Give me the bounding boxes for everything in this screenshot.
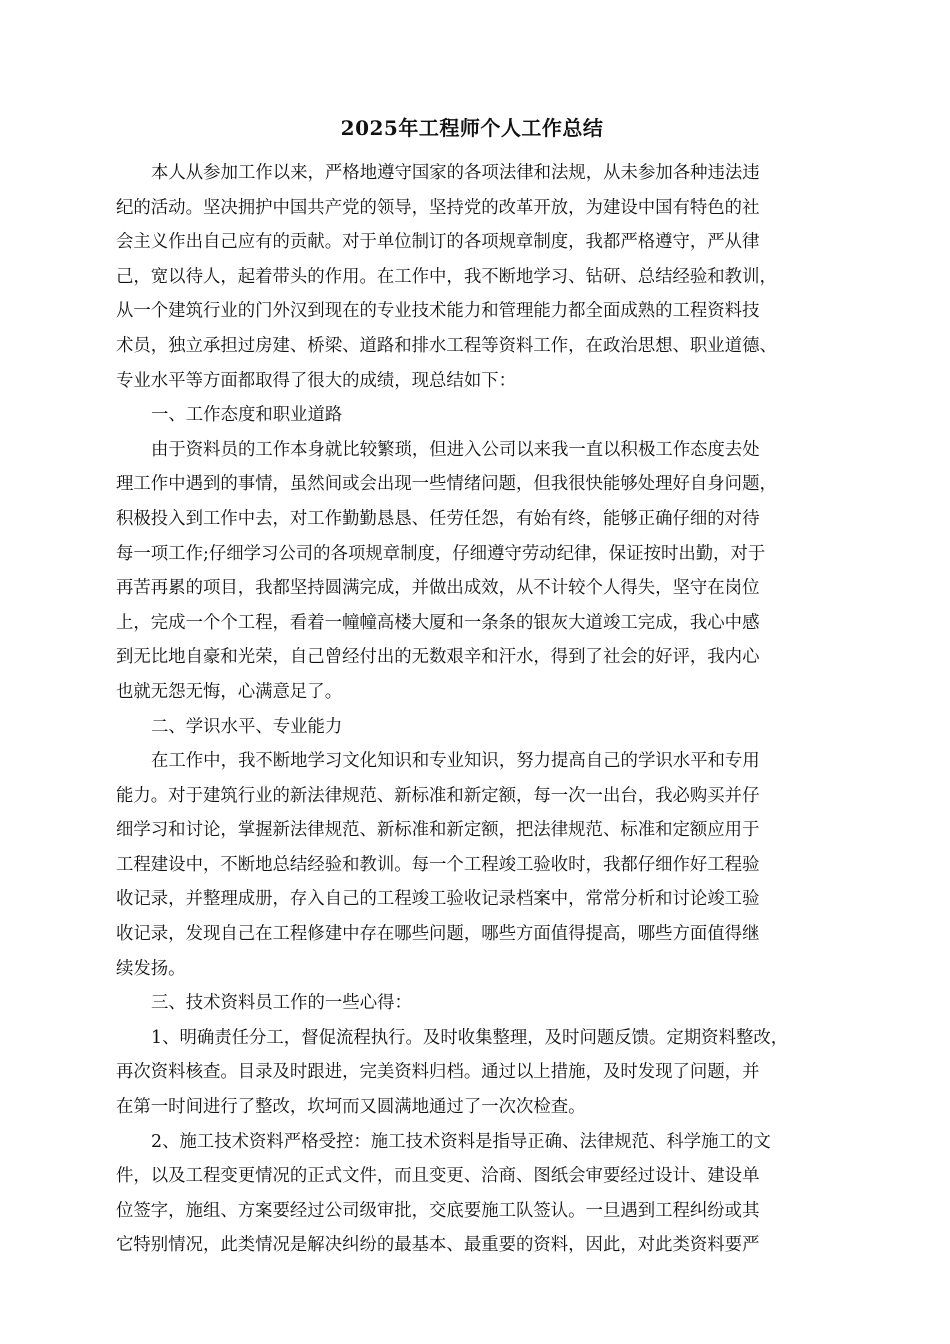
text-line: 专业水平等方面都取得了很大的成绩，现总结如下： [116, 370, 516, 391]
text-line: 再次资料核查。目录及时跟进，完美资料归档。通过以上措施，及时发现了问题，并 [116, 1062, 760, 1083]
text-line: 每一项工作;仔细学习公司的各项规章制度，仔细遵守劳动纪律，保证按时出勤，对于 [116, 543, 766, 564]
text-line: 二、学识水平、专业能力 [151, 716, 343, 737]
text-line: 在第一时间进行了整改，坎坷而又圆满地通过了一次次检查。 [116, 1097, 586, 1118]
text-line: 它特别情况，此类情况是解决纠纷的最基本、最重要的资料，因此，对此类资料要严 [116, 1235, 760, 1256]
document-body [116, 156, 828, 1263]
text-line: 收记录，发现自己在工程修建中存在哪些问题，哪些方面值得提高，哪些方面值得继 [116, 924, 760, 945]
text-line: 细学习和讨论，掌握新法律规范、新标准和新定额，把法律规范、标准和定额应用于 [116, 820, 760, 841]
text-line: 续发扬。 [116, 958, 186, 979]
text-line: 工程建设中，不断地总结经验和教训。每一个工程竣工验收时，我都仔细作好工程验 [116, 854, 760, 875]
text-line: 本人从参加工作以来，严格地遵守国家的各项法律和法规，从未参加各种违法违 [151, 163, 760, 183]
text-line: 一、工作态度和职业道路 [151, 405, 343, 426]
text-line: 2、施工技术资料严格受控：施工技术资料是指导正确、法律规范、科学施工的文 [151, 1131, 771, 1152]
text-line: 术员，独立承担过房建、桥梁、道路和排水工程等资料工作，在政治思想、职业道德、 [116, 335, 777, 356]
text-line: 会主义作出自己应有的贡献。对于单位制订的各项规章制度，我都严格遵守，严从律 [116, 232, 760, 253]
text-line: 纪的活动。坚决拥护中国共产党的领导，坚持党的改革开放，为建设中国有特色的社 [116, 197, 760, 218]
text-line: 理工作中遇到的事情，虽然间或会出现一些情绪问题，但我很快能够处理好自身问题， [116, 474, 777, 495]
text-line: 上，完成一个个工程，看着一幢幢高楼大厦和一条条的银灰大道竣工完成，我心中感 [116, 612, 760, 633]
text-line: 收记录，并整理成册，存入自己的工程竣工验收记录档案中，常常分析和讨论竣工验 [116, 889, 760, 910]
text-line: 也就无怨无悔，心满意足了。 [116, 681, 343, 702]
text-line: 1、明确责任分工，督促流程执行。及时收集整理，及时问题反馈。定期资料整改， [151, 1027, 789, 1048]
text-line: 由于资料员的工作本身就比较繁琐，但进入公司以来我一直以积极工作态度去处 [151, 439, 760, 460]
text-line: 件，以及工程变更情况的正式文件，而且变更、洽商、图纸会审要经过设计、建设单 [116, 1166, 760, 1187]
text-line: 能力。对于建筑行业的新法律规范、新标准和新定额，每一次一出台，我必购买并仔 [116, 785, 760, 806]
text-line: 三、技术资料员工作的一些心得： [151, 993, 412, 1014]
text-line: 到无比地自豪和光荣，自己曾经付出的无数艰辛和汗水，得到了社会的好评，我内心 [116, 647, 760, 668]
text-line: 在工作中，我不断地学习文化知识和专业知识，努力提高自己的学识水平和专用 [151, 751, 760, 772]
text-line: 积极投入到工作中去，对工作勤勤恳恳、任劳任怨，有始有终，能够正确仔细的对待 [116, 508, 760, 529]
document-page [116, 112, 828, 1263]
text-line: 再苦再累的项目，我都坚持圆满完成，并做出成效，从不计较个人得失，坚守在岗位 [116, 578, 760, 599]
document-title: 2025年工程师个人工作总结 [340, 116, 604, 140]
text-line: 从一个建筑行业的门外汉到现在的专业技术能力和管理能力都全面成熟的工程资料技 [116, 301, 760, 322]
text-line: 位签字，施组、方案要经过公司级审批，交底要施工队签认。一旦遇到工程纠纷或其 [116, 1200, 760, 1221]
text-line: 己，宽以待人，起着带头的作用。在工作中，我不断地学习、钻研、总结经验和教训， [116, 266, 777, 287]
